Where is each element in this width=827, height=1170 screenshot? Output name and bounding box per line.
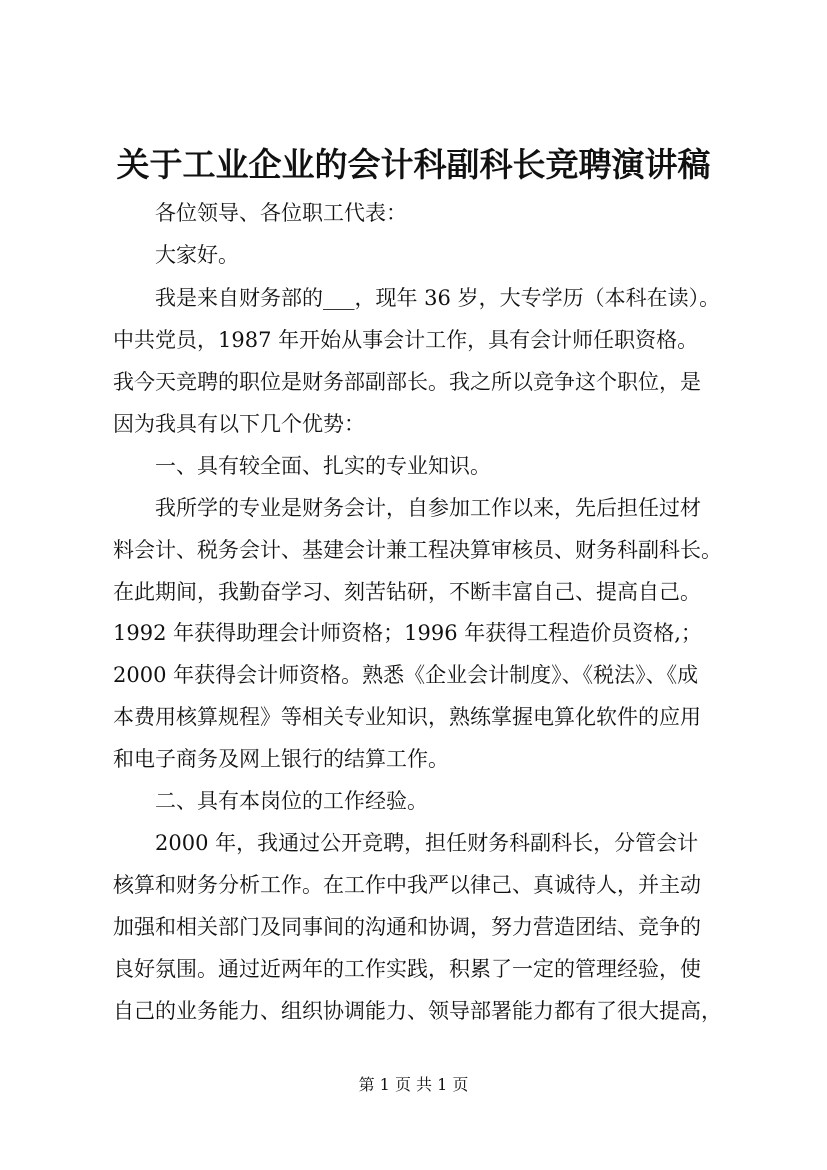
- document-title: 关于工业企业的会计科副科长竞聘演讲稿: [116, 145, 711, 184]
- text-line: 1992 年获得助理会计师资格；1996 年获得工程造价员资格,；: [113, 621, 702, 645]
- section-heading: 二、具有本岗位的工作经验。: [155, 789, 428, 813]
- text-line: 本费用核算规程》等相关专业知识，熟练掌握电算化软件的应用: [113, 705, 701, 729]
- page-number-footer: 第 1 页 共 1 页: [358, 1075, 469, 1094]
- text-line: 料会计、税务会计、基建会计兼工程决算审核员、财务科副科长。: [113, 538, 722, 562]
- text-line: 和电子商务及网上银行的结算工作。: [113, 747, 449, 771]
- text-line: 自己的业务能力、组织协调能力、领导部署能力都有了很大提高，: [113, 999, 722, 1023]
- text-line: 我所学的专业是财务会计，自参加工作以来，先后担任过材: [155, 496, 701, 520]
- text-line: 我是来自财务部的___，现年 36 岁，大专学历（本科在读）。: [155, 286, 721, 310]
- text-line: 中共党员，1987 年开始从事会计工作，具有会计师任职资格。: [113, 328, 699, 352]
- text-line: 我今天竞聘的职位是财务部副部长。我之所以竞争这个职位，是: [113, 370, 701, 394]
- text-line: 2000 年，我通过公开竞聘，担任财务科副科长，分管会计: [155, 831, 699, 855]
- section-heading: 一、具有较全面、扎实的专业知识。: [155, 454, 491, 478]
- text-line: 大家好。: [155, 243, 239, 267]
- text-line: 各位领导、各位职工代表：: [155, 201, 407, 225]
- text-line: 核算和财务分析工作。在工作中我严以律己、真诚待人，并主动: [113, 873, 701, 897]
- text-line: 在此期间，我勤奋学习、刻苦钻研，不断丰富自己、提高自己。: [113, 580, 701, 604]
- text-line: 良好氛围。通过近两年的工作实践，积累了一定的管理经验，使: [113, 957, 701, 981]
- text-line: 因为我具有以下几个优势：: [113, 412, 365, 436]
- text-line: 加强和相关部门及同事间的沟通和协调，努力营造团结、竞争的: [113, 915, 701, 939]
- text-line: 2000 年获得会计师资格。熟悉《企业会计制度》、《税法》、《成: [113, 663, 699, 687]
